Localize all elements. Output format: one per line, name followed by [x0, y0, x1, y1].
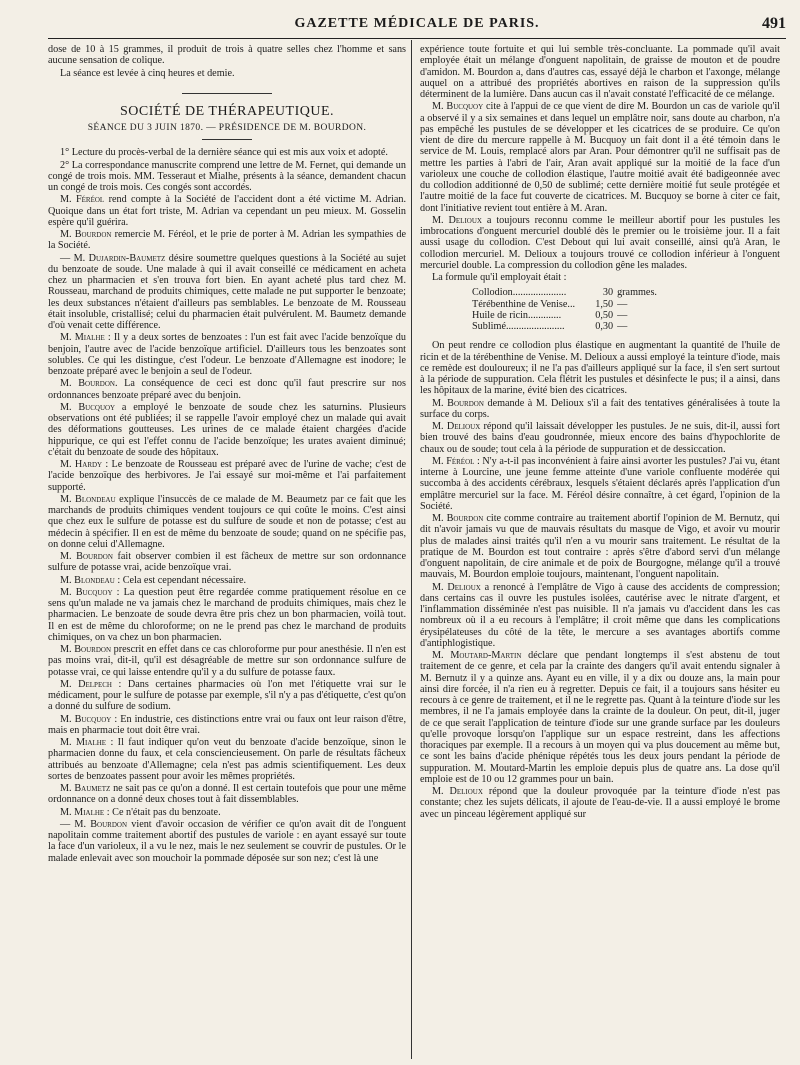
paragraph: [48, 575, 406, 586]
paragraph: [48, 194, 406, 228]
paragraph-text: a employé le benzoate de soude chez les saturnins. Plusieurs observations ont été publiées; il se rappelle l'avoir employé chez un malade qui avait des déformations goutteuses. Les urines de ce malade étaient chargées d'acide hippurique, ce qui est l'effet connu de l'acide benzoïque; les urates avaient diminué; c'était du benzoate de soude des hôpitaux.: [48, 401, 406, 458]
paragraph: [420, 650, 780, 785]
formula-row: [472, 299, 661, 310]
paragraph: La séance est levée à cinq heures et demie.: [60, 67, 235, 79]
ingredient-unit: —: [617, 309, 628, 321]
paragraph: [420, 101, 780, 214]
paragraph: [48, 229, 406, 252]
ingredient-quantity: 1,50: [595, 298, 614, 310]
speaker-name: M. Bourdon: [60, 551, 113, 562]
speaker-name: M. Bucquoy: [60, 713, 112, 725]
paragraph: [48, 783, 406, 806]
paragraph: [48, 253, 406, 332]
paragraph: 2° La correspondance manuscrite comprend une lettre de M. Fernet, qui demande un congé de trois mois. MM. Tesseraut et Mialhe, présents à la séance, demandent chacun un congé de trois mois. Ces congés sont accordés.: [48, 159, 406, 193]
section-rule: [182, 93, 272, 94]
page-header: [48, 14, 786, 39]
speaker-name: M. Bourdon: [60, 229, 112, 240]
paragraph: dose de 10 à 15 grammes, il produit de trois à quatre selles chez l'homme et sans aucune sensation de colique.: [48, 44, 406, 67]
right-column: [420, 44, 780, 1059]
paragraph: [420, 215, 780, 271]
paragraph: [48, 494, 406, 550]
paragraph: [420, 398, 780, 421]
speaker-name: M. Bourdon: [432, 513, 484, 524]
journal-title: GAZETTE MÉDICALE DE PARIS.: [294, 16, 540, 31]
paragraph-text: : En industrie, ces distinctions entre vrai ou faux ont leur raison d'être, mais en pharmacie tout doit être vrai.: [48, 713, 406, 736]
paragraph-text: rend compte à la Société de l'accident dont a été victime M. Adrian. Quoique dans un état fort triste, M. Adrian va cependant un peu mieux. M. Gosselin espère qu'il guérira.: [48, 194, 406, 228]
paragraph-text: La conséquence de ceci est donc qu'il faut prescrire sur nos ordonnances benzoate préparé avec du benjoin.: [48, 378, 406, 401]
paragraph-text: explique l'insuccès de ce malade de M. Beaumetz par ce fait que les marchands de produits chimiques vendent toujours ce qui coûte le moins. C'est ainsi que chez eux le sulfure de potasse est du sulfure de soude et non de potasse; c'est au médecin à spécifier. Il en est de même du benzoate de soude; quand on ne spécifie pas, on donne celui d'Allemagne.: [48, 493, 406, 550]
paragraph-text: déclare que pendant longtemps il s'est abstenu de tout traitement de ce genre, et cela par la crainte des dangers qu'il avait entendu signaler à M. Bernutz il y a quinze ans. Ayant eu en ville, il y a dix ou douze ans, la main pour ainsi dire forcée, il n'a rien eu à regretter. Depuis ce fait, il a toujours sans hésiter eu recours à ce genre de traitement, et il ne le regrette pas. Quant à la teinture d'iode sur les membres, il ne l'a jamais employée dans la crainte de la douleur. On peut, dit-il, juger de ce que serait l'application de teinture d'iode sur une grande surface par les douleurs qu'elle provoque lorsqu'on l'applique sur un espace restreint, dans les affections thoraciques par exemple. Il a recours à un moyen qui va plus doucement au même but, ce sont les bains d'acide phénique répétés tous les deux jours pendant la période de suppuration. M. Moutard-Martin les emploie depuis plus de quatre ans. La dose qu'il emploie est de 10 ou 12 grammes pour un bain.: [420, 650, 780, 785]
paragraph: [420, 582, 780, 650]
speaker-name: M. Bucquoy: [60, 586, 113, 598]
speaker-name: M. Féréol: [432, 455, 475, 467]
paragraph-text: remercie M. Féréol, et le prie de porter à M. Adrian les sympathies de la Société.: [48, 229, 406, 252]
ingredient-name: Huile de ricin.............: [472, 309, 562, 321]
paragraph-text: : Cela est cependant nécessaire.: [117, 574, 247, 586]
paragraph: [48, 737, 406, 782]
paragraph: [48, 459, 406, 493]
speaker-name: M. Delpech: [60, 678, 112, 690]
paragraph: [420, 456, 780, 512]
speaker-name: M. Delioux: [432, 581, 481, 593]
speaker-name: M. Féréol: [60, 194, 105, 206]
paragraph-text: vient d'avoir occasion de vérifier ce qu'on avait dit de l'onguent napolitain comme traitement abortif des pustules de variole : en ayant essayé sur toute la face d'un varioleux, il a vu le nez, mais le nez seulement se couvrir de pustules. Or le malade enlevait avec son mouchoir la pommade déposée sur son nez; c'est là une: [48, 818, 406, 864]
speaker-name: M. Bourdon: [60, 644, 112, 655]
left-column: [48, 44, 406, 1059]
page-number: 491: [762, 15, 786, 32]
paragraph: La formule qu'il employait était :: [432, 272, 567, 283]
speaker-name: M. Hardy: [60, 459, 103, 470]
speaker-name: M. Mialhe: [60, 806, 105, 818]
paragraph-text: prescrit en effet dans ce cas chloroforme pur pour anesthésie. Il n'en est pas moins vrai, dit-il, qu'il est désagréable de mettre sur son ordonnance sulfure de potasse vrai, ce qui laisse entendre qu'il y a du sulfure de potasse faux.: [48, 644, 406, 678]
paragraph-text: désire soumettre quelques questions à la Société au sujet du benzoate de soude. Une malade à qui il avait conseillé ce médicament en acheta chez un pharmacien et s'en trouva fort bien. En ayant acheté plus tard chez M. Rousseau, marchand de produits chimiques, cette malade ne put supporter le benzoate; les deux substances n'étaient d'ailleurs pas semblables. Le benzoate de M. Rousseau était insoluble, cristallisé; celui du pharmacien était pulvérulent. M. Baumetz demande d'où venait cette différence.: [48, 252, 406, 331]
speaker-name: M. Bourdon.: [60, 378, 118, 390]
paragraph: [48, 679, 406, 713]
paragraph: [48, 402, 406, 458]
paragraph: expérience toute fortuite et qui lui semble très-concluante. La pommade qu'il avait employée était un mélange d'onguent napolitain, de graisse de mouton et de poudre d'amidon. M. Bourdon a, dans d'autres cas, essayé déjà le charbon et l'axonge, mélange auquel on a attribué des propriétés abortives en raison de la suppression qu'ils déterminent de la lumière. Dans aucun cas il n'avait constaté l'efficacité de ce mélange.: [420, 44, 780, 100]
paragraph: [48, 819, 406, 864]
paragraph-text: cite à l'appui de ce que vient de dire M. Bourdon un cas de variole qu'il a observé il y a six semaines et dans lequel un emplâtre noir, sans doute au charbon, n'a pas empêché les pustules de se développer et les cicatrices de se produire. Ce qu'on vient de dire du mercure rappelle à M. Bucquoy un fait dont il a été témoin dans le service de M. Louis, remplacé alors par Aran. Pour démontrer qu'il ne suffisait pas de mettre les parties à l'abri de l'air, Aran avait appliqué sur la moitié de la face d'un varioleux une couche de collodion élastique, l'autre moitié avait été badigeonnée avec du collodion additionné de 0,50 de sublimé; cette dernière moitié fut seule protégée et l'autre moitié de la face fut couverte de cicatrices. M. Bucquoy se borne à citer ce fait, dont l'initiative revient tout entière à M. Aran.: [420, 101, 780, 214]
paragraph: [48, 332, 406, 377]
paragraph-text: : Il y a deux sortes de benzoates : l'un est fait avec l'acide benzoïque du benjoin, l'autre avec de l'acide benzoïque artificiel. D'ailleurs tous les benzoates sont solubles. Ce qui les distingue, c'est l'odeur. Le benzoate d'Allemagne est inodore; le benzoate préparé avec le benjoin a seul de l'odeur.: [48, 332, 406, 377]
paragraph: [48, 587, 406, 643]
formula-row: [472, 287, 661, 298]
paragraph-text: : Ce n'était pas du benzoate.: [106, 806, 221, 818]
paragraph: [420, 421, 780, 455]
paragraph-text: : N'y a-t-il pas inconvénient à faire ainsi avorter les pustules? J'ai vu, étant interne à Lourcine, une jeune femme atteinte d'une variole confluente modérée qui succomba à des accidents cérébraux, lesquels s'étaient déclarés après l'application d'un emplâtre mercuriel sur la face. M. Féréol désire connaître, à cet égard, l'opinion de la Société.: [420, 455, 780, 512]
speaker-name: M. Moutard-Martin: [432, 650, 522, 661]
ingredient-unit: grammes.: [617, 287, 657, 299]
paragraph-text: demande à M. Delioux s'il a fait des tentatives généralisées à toute la surface du corps.: [420, 397, 780, 420]
ingredient-quantity: 30: [602, 287, 614, 299]
paragraph-text: a toujours reconnu comme le meilleur abortif pour les pustules les imbrocations d'onguent mercuriel doublé dès le premier ou le troisième jour. Il a fait aussi usage du collodion. C'est Debout qui lui avait conseillé, ainsi qu'à Aran, le collodion mercuriel. M. Delioux a toujours trouvé ce collodion inférieur à l'onguent mercuriel double. La compression du collodion gêne les malades.: [420, 214, 780, 271]
paragraph: [48, 551, 406, 574]
paragraph-text: : La question peut être regardée comme pratiquement résolue en ce sens qu'un malade ne va jamais chez le marchand de produits chimiques, mais chez le pharmacien. Le benzoate de soude devra être pris chez un bon pharmacien, voilà tout. Il en est de même du chloroforme; on ne le prend pas chez le marchand de produits chimiques, on va chez un bon pharmacien.: [48, 586, 406, 643]
formula-table: [472, 287, 661, 332]
ingredient-name: Térébenthine de Venise...: [472, 298, 576, 310]
ingredient-quantity: 0,50: [595, 309, 614, 321]
ingredient-name: Collodion.....................: [472, 287, 567, 299]
speaker-name: M. Bourdon: [432, 397, 484, 409]
paragraph: [48, 644, 406, 678]
speaker-name: M. Baumetz: [60, 783, 111, 794]
section-title: SOCIÉTÉ DE THÉRAPEUTIQUE.: [119, 103, 335, 119]
ingredient-quantity: 0,30: [595, 321, 614, 332]
speaker-name: M. Delioux: [432, 214, 482, 226]
speaker-name: M. Blondeau: [60, 493, 116, 505]
ingredient-unit: —: [617, 298, 628, 310]
speaker-name: M. Blondeau: [60, 574, 115, 586]
ingredient-unit: —: [617, 321, 628, 332]
paragraph: [48, 378, 406, 401]
speaker-name: M. Mialhe: [60, 737, 107, 748]
paragraph: [420, 513, 780, 581]
paragraph: On peut rendre ce collodion plus élastique en augmentant la quantité de l'huile de ricin et de la térébenthine de Venise. M. Delioux a aussi employé la teinture d'iode, mais ce remède est douloureux; il ne l'a pas d'ailleurs appliqué sur la face, il s'en sert surtout à la période de suppuration. Cela flétrit les pustules et désinfecte le pus; il a ainsi, dans les hôpitaux de la marine, évité bien des cicatrices.: [420, 340, 780, 397]
paragraph-text: : Dans certaines pharmacies où l'on met l'étiquette vrai sur le médicament, pour le sulfure de potasse par exemple, s'il n'y a pas d'étiquette, c'est qu'on a donné du sulfure de sodium.: [48, 678, 406, 713]
formula-row: [472, 321, 661, 332]
formula-row: [472, 310, 661, 321]
session-line: SÉANCE DU 3 JUIN 1870. — PRÉSIDENCE DE M. BOURDON.: [87, 123, 367, 133]
speaker-name: M. Bucquoy: [432, 101, 484, 113]
paragraph-text: : Il faut indiquer qu'on veut du benzoate d'acide benzoïque, sinon le pharmacien donne du faux, et cela consciencieusement. On parle de résultats fâcheux attribués au benzoate d'Allemagne; cela n'est pas admis scientifiquement. Les deux sortes de benzoates passent pour avoir les mêmes propriétés.: [48, 737, 406, 782]
paragraph: [48, 807, 406, 818]
paragraph-text: répond qu'il laissait développer les pustules. Je ne suis, dit-il, aussi fort bien trouvé des bains d'eau goudronnée, mieux encore des bains d'hypochlorite de chaux ou de soude; tout cela à la période de suppuration et de dessiccation.: [420, 421, 780, 455]
paragraph-text: répond que la douleur provoquée par la teinture d'iode n'est pas constante; chez les sujets délicats, il ajoute de l'eau-de-vie. Il a aussi employé le brome avec un pinceau légèrement appliqué sur: [420, 786, 780, 820]
paragraph-text: a renoncé à l'emplâtre de Vigo à cause des accidents de compression; dans certains cas il ouvre les pustules isolées, cautérise avec le nitrate d'argent, et l'inflammation disséminée n'est pas nuisible. Il n'a jamais vu d'accident dans les cas nombreux où il a eu recours à l'emplâtre; il croit même que dans les complications érysipélateuses du côté de la tête, le mercure a ses avantages abortifs comme d'antiphlogistique.: [420, 581, 780, 649]
paragraph: [420, 786, 780, 820]
section-rule: [202, 139, 252, 140]
speaker-name: M. Delioux: [432, 421, 481, 432]
paragraph: [48, 714, 406, 737]
speaker-name: — M. Bourdon: [60, 818, 128, 830]
speaker-name: M. Bucquoy: [60, 401, 116, 413]
paragraph-text: cite comme contraire au traitement abortif l'opinion de M. Bernutz, qui dit n'avoir jamais vu que de mauvais résultats du masque de Vigo, et avoir vu mourir plus de malades ainsi traités qu'il n'en a vu mourir sans traitement. Le résultat de la pratique de M. Bourdon est tout contraire : après s'être d'abord servi d'un mélange d'onguent napolitain, de cire animale et de poix de Bourgogne, mélange qu'il a trouvé mauvais, M. Bourdon emploie toujours, maintenant, l'onguent napolitain.: [420, 513, 780, 581]
paragraph-text: : Le benzoate de Rousseau est préparé avec de l'urine de vache; c'est de l'acide benzoïque des herbivores. Je l'ai essayé sur moi-même et l'ai parfaitement supporté.: [48, 459, 406, 493]
column-divider: [411, 40, 412, 1059]
paragraph: 1° Lecture du procès-verbal de la dernière séance qui est mis aux voix et adopté.: [60, 147, 388, 159]
speaker-name: M. Mialhe: [60, 332, 105, 344]
paragraph-text: fait observer combien il est fâcheux de mettre sur son ordonnance sulfure de potasse vrai, acide benzoïque vrai.: [48, 551, 406, 574]
speaker-name: — M. Dujardin-Baumetz: [60, 252, 166, 264]
ingredient-name: Sublimé.......................: [472, 321, 565, 332]
speaker-name: M. Delioux: [432, 786, 483, 797]
paragraph-text: ne sait pas ce qu'on a donné. Il est certain toutefois que pour une même ordonnance on a donné deux choses tout à fait dissemblables.: [48, 783, 406, 806]
